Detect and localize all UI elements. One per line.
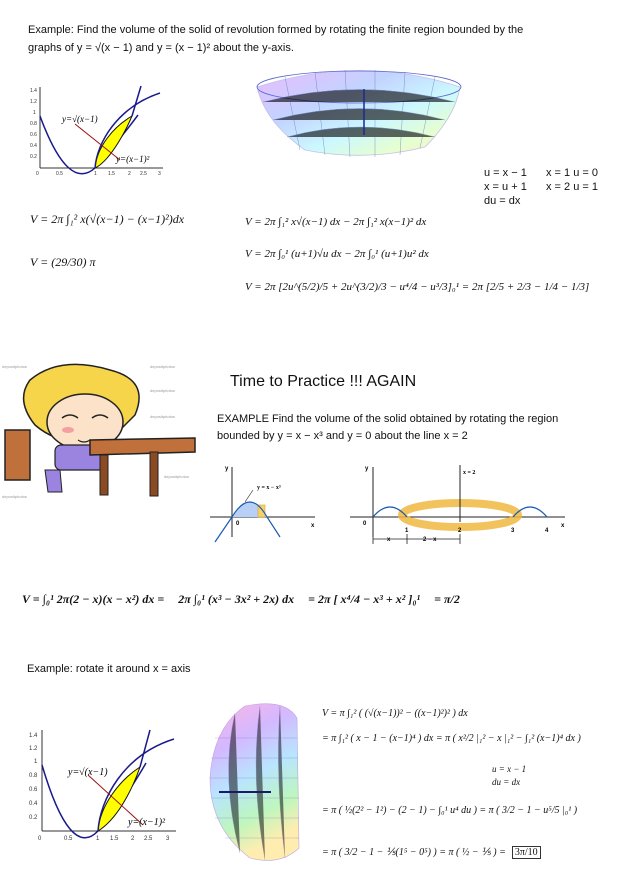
step-3: = π ( ½(2² − 1²) − (2 − 1) − ∫₀¹ u⁴ du ) = π ( 3/2 − 1 − u⁵/5 |₀¹ ) <box>322 805 578 816</box>
watermark: depositphotos <box>2 364 27 369</box>
y-tick: 0.4 <box>29 801 38 807</box>
step-4-row <box>322 846 541 859</box>
y-tick: 1.2 <box>29 746 38 752</box>
step-2: = π ∫₁² ( x − 1 − (x−1)⁴ ) dx = π ( x²/2 |₁² − x |₁² − ∫₁² (x−1)⁴ dx ) <box>322 733 581 744</box>
cartoon-tired-student <box>0 360 200 502</box>
tick: 1 <box>405 528 409 534</box>
x-axis-label: x <box>561 523 565 529</box>
segment-label: 2 − x <box>423 537 437 543</box>
formula-left-1: V = 2π ∫₁² x(√(x−1) − (x−1)²)dx <box>30 212 185 226</box>
watermark: depositphotos <box>2 494 27 499</box>
x-tick: 1 <box>96 836 100 842</box>
x-tick: 1.5 <box>108 171 115 177</box>
solid-surface-plot <box>205 698 305 868</box>
watermark: depositphotos <box>150 364 175 369</box>
y-tick: 1.4 <box>29 733 38 739</box>
segment-label: x <box>387 537 391 543</box>
watermark: depositphotos <box>150 414 175 419</box>
x-tick: 2 <box>128 171 131 177</box>
subst-line: x = u + 1 <box>484 181 527 193</box>
y-tick: 0.8 <box>30 121 37 127</box>
y-tick: 0.8 <box>29 773 38 779</box>
y-axis-label: y <box>365 466 369 472</box>
y-tick: 0.4 <box>30 143 37 149</box>
watermark: depositphotos <box>150 388 175 393</box>
x-tick: 2 <box>131 836 135 842</box>
practice-formula-2: 2π ∫₀¹ (x³ − 3x² + 2x) dx <box>178 592 295 606</box>
y-tick: 0.2 <box>30 154 37 160</box>
y-tick: 0.2 <box>29 815 38 821</box>
bounds-line: x = 2 u = 1 <box>546 181 598 193</box>
x-tick: 3 <box>158 171 161 177</box>
example2-heading: Example: rotate it around x = axis <box>27 663 191 675</box>
tick: 4 <box>545 528 549 534</box>
line-label: x = 2 <box>463 470 476 476</box>
tick: 3 <box>511 528 515 534</box>
graph-region-1 <box>28 82 168 177</box>
practice-formula-4: = π/2 <box>434 592 460 606</box>
watermark: depositphotos <box>164 474 189 479</box>
x-tick: 0 <box>36 171 39 177</box>
subst-du: du = dx <box>492 777 521 787</box>
y-tick: 1 <box>33 110 36 116</box>
subst-u: u = x − 1 <box>492 764 527 774</box>
label-sq: y=(x−1)² <box>116 154 150 164</box>
bounds-block <box>546 166 598 194</box>
diagram-region <box>205 462 320 547</box>
desk <box>90 438 195 455</box>
y-tick: 1.4 <box>30 88 37 94</box>
practice-title: Time to Practice !!! AGAIN <box>230 373 417 390</box>
example1-line1: Example: Find the volume of the solid of revolution formed by rotating the finite region bounded by the <box>28 24 524 36</box>
practice-formula-1: V = ∫₀¹ 2π(2 − x)(x − x²) dx = <box>22 592 165 606</box>
tick: 0 <box>363 521 367 527</box>
formula-right-2: V = 2π ∫₀¹ (u+1)√u dx − 2π ∫₀¹ (u+1)u² dx <box>245 248 429 260</box>
x-tick: 0 <box>38 836 42 842</box>
step-4: = π ( 3/2 − 1 − ⅕(1⁵ − 0⁵) ) = π ( ½ − ⅕ ) = <box>322 847 506 858</box>
x-tick: 2.5 <box>144 836 153 842</box>
diagram-washer <box>345 462 570 547</box>
substitution-block <box>484 166 527 208</box>
bowl-surface-plot <box>255 62 470 162</box>
formula-right-3: V = 2π [2u^(5/2)/5 + 2u^(3/2)/3 − u⁴/4 − u³/3]₀¹ = 2π [2/5 + 2/3 − 1/4 − 1/3] <box>245 281 590 293</box>
practice-line2: bounded by y = x − x³ and y = 0 about the line x = 2 <box>217 430 468 442</box>
subst-line: du = dx <box>484 195 521 207</box>
curve-label: y = x − x³ <box>257 485 281 491</box>
label-sq: y=(x−1)² <box>128 817 166 828</box>
formula-right-1: V = 2π ∫₁² x√(x−1) dx − 2π ∫₁² x(x−1)² dx <box>245 216 427 228</box>
y-tick: 0.6 <box>30 132 37 138</box>
x-tick: 0.5 <box>64 836 73 842</box>
chair <box>5 430 30 480</box>
label-sqrt: y=√(x−1) <box>68 767 108 778</box>
example1-line2: graphs of y = √(x − 1) and y = (x − 1)² about the y-axis. <box>28 42 294 54</box>
formula-left-2: V = (29/30) π <box>30 255 96 269</box>
x-tick: 3 <box>166 836 170 842</box>
y-tick: 0.6 <box>29 787 38 793</box>
subst-line: u = x − 1 <box>484 167 527 179</box>
practice-formula-3: = 2π [ x⁴/4 − x³ + x² ]₀¹ <box>308 592 421 606</box>
tick: 2 <box>458 528 462 534</box>
y-tick: 1 <box>34 759 38 765</box>
origin-label: 0 <box>236 521 240 527</box>
x-axis-label: x <box>311 523 315 529</box>
x-tick: 2.5 <box>140 171 147 177</box>
y-axis-label: y <box>225 466 229 472</box>
final-answer: 3π/10 <box>512 846 541 859</box>
x-tick: 0.5 <box>56 171 63 177</box>
y-tick: 1.2 <box>30 99 37 105</box>
x-tick: 1 <box>94 171 97 177</box>
practice-formula-row <box>22 592 460 607</box>
graph-region-2 <box>28 725 178 845</box>
practice-line1: EXAMPLE Find the volume of the solid obtained by rotating the region <box>217 413 559 425</box>
label-sqrt: y=√(x−1) <box>62 114 98 124</box>
x-tick: 1.5 <box>110 836 119 842</box>
step-1: V = π ∫₁² ( (√(x−1))² − ((x−1)²)² ) dx <box>322 708 468 719</box>
bounds-line: x = 1 u = 0 <box>546 167 598 179</box>
